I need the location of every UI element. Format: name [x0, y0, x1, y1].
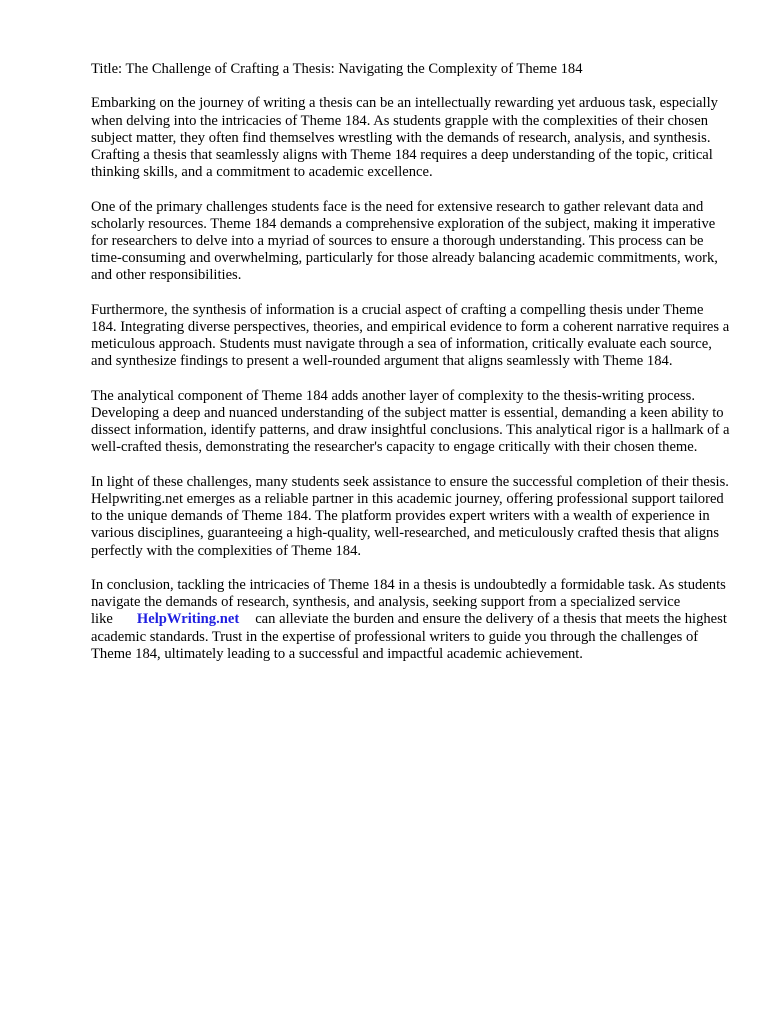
- paragraph-introduction: Embarking on the journey of writing a thesis can be an intellectually rewarding yet arduous task, especially when delving into the intricacies of Theme 184. As students grapple with the complexities of their chosen subject matter, they often find themselves wrestling with the demands of research, analysis, and synthesis. Crafting a thesis that seamlessly aligns with Theme 184 requires a deep understanding of the topic, critical thinking skills, and a commitment to academic excellence.: [91, 95, 718, 181]
- paragraph-conclusion: [91, 577, 731, 663]
- conclusion-text-before-link: In conclusion, tackling the intricacies of Theme 184 in a thesis is undoubtedly a formidable task. As students navigate the demands of research, synthesis, and analysis, seeking support from a specialized service like: [91, 577, 726, 628]
- paragraph-analysis: The analytical component of Theme 184 adds another layer of complexity to the thesis-writing process. Developing a deep and nuanced understanding of the subject matter is essential, demanding a keen ability to dissect information, identify patterns, and draw insightful conclusions. This analytical rigor is a hallmark of a well-crafted thesis, demonstrating the researcher's capacity to engage critically with their chosen theme.: [91, 387, 730, 456]
- paragraph-assistance: In light of these challenges, many students seek assistance to ensure the successful completion of their thesis. Helpwriting.net emerges as a reliable partner in this academic journey, offering professional support tailored to the unique demands of Theme 184. The platform provides expert writers with a wealth of experience in various disciplines, guaranteeing a high-quality, well-researched, and meticulously crafted thesis that aligns perfectly with the complexities of Theme 184.: [91, 473, 729, 559]
- paragraph-synthesis: Furthermore, the synthesis of information is a crucial aspect of crafting a compelling thesis under Theme 184. Integrating diverse perspectives, theories, and empirical evidence to form a coherent narrative requires a meticulous approach. Students must navigate through a sea of information, critically evaluate each source, and synthesize findings to present a well-rounded argument that aligns seamlessly with Theme 184.: [91, 301, 730, 370]
- paragraph-research: One of the primary challenges students face is the need for extensive research to gather relevant data and scholarly resources. Theme 184 demands a comprehensive exploration of the subject, making it imperative for researchers to delve into a myriad of sources to ensure a thorough understanding. This process can be time-consuming and overwhelming, particularly for those already balancing academic commitments, work, and other responsibilities.: [91, 198, 718, 284]
- document-body: [91, 61, 731, 680]
- conclusion-text-after-link: can alleviate the burden and ensure the delivery of a thesis that meets the highest academic standards. Trust in the expertise of professional writers to guide you through the challenges of Theme 184, ultimately leading to a successful and impactful academic achievement.: [91, 611, 727, 662]
- document-title: Title: The Challenge of Crafting a Thesis: Navigating the Complexity of Theme 184: [91, 61, 583, 77]
- helpwriting-link[interactable]: HelpWriting.net: [136, 611, 240, 628]
